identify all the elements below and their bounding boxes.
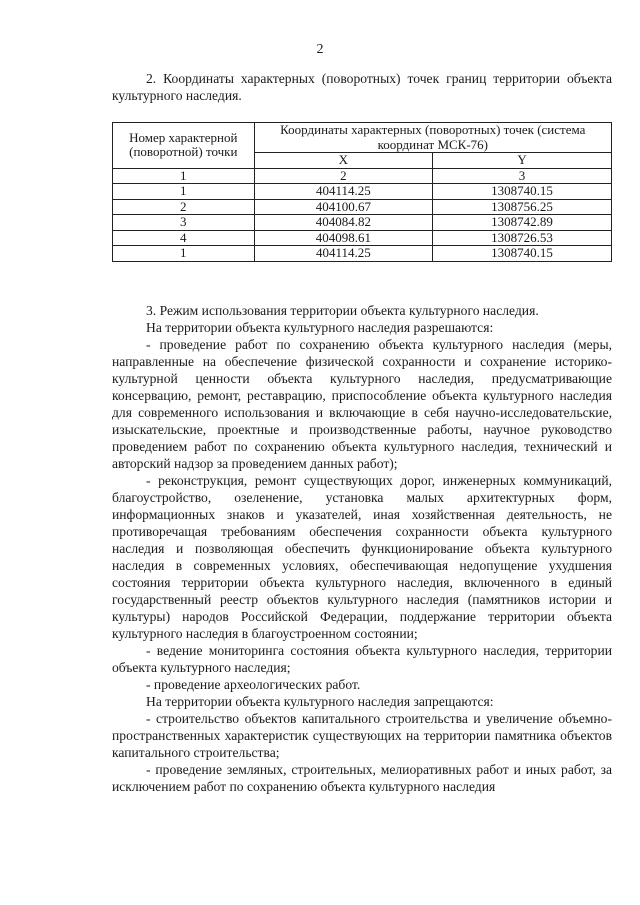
- y-value: 1308756.25: [433, 199, 612, 215]
- section-2: [112, 70, 612, 104]
- table-header-row: [113, 123, 612, 153]
- allowed-item: - проведение археологических работ.: [146, 677, 361, 692]
- section-3-heading: 3. Режим использования территории объекта культурного наследия.: [146, 303, 539, 318]
- header-point-number: Номер характерной (поворотной) точки: [113, 123, 255, 169]
- allowed-item: - проведение работ по сохранению объекта культурного наследия (меры, направленные на обеспечение физической сохранности и сохранение историко-культурной ценности объекта культурного наследия, предусматривающие консервацию, ремонт, реставрацию, приспособление объекта культурного наследия для современного использования и включающие в себя научно-исследовательские, изыскательские, проектные и производственные работы, научное руководство проведением работ по сохранению объекта культурного наследия, технический и авторский надзор за проведением данных работ);: [112, 337, 612, 471]
- page-number: 2: [316, 42, 324, 57]
- table-row: [113, 246, 612, 262]
- y-value: 1308742.89: [433, 215, 612, 231]
- forbidden-item: - проведение земляных, строительных, мелиоративных работ и иных работ, за исключением работ по сохранению объекта культурного наследия: [112, 762, 612, 794]
- x-value: 404114.25: [254, 246, 433, 262]
- allowed-intro: На территории объекта культурного наследия разрешаются:: [146, 320, 494, 335]
- x-value: 404114.25: [254, 184, 433, 200]
- y-value: 1308740.15: [433, 184, 612, 200]
- allowed-item: - реконструкция, ремонт существующих дорог, инженерных коммуникаций, благоустройство, озеленение, установка малых архитектурных форм, информационных знаков и указателей, иная хозяйственная деятельность, не противоречащая требованиям обеспечения сохранности объекта культурного наследия и позволяющая обеспечить функционирование объекта культурного наследия в современных условиях, обеспечивающая недопущение ухудшения состояния территории объекта культурного наследия, включенного в единый государственный реестр объектов культурного наследия (памятников истории и культуры) народов Российской Федерации, поддержание территории объекта культурного наследия в благоустроенном состоянии;: [112, 473, 612, 641]
- x-value: 404098.61: [254, 230, 433, 246]
- section-3: [112, 302, 612, 795]
- column-number: 1: [113, 168, 255, 184]
- y-value: 1308740.15: [433, 246, 612, 262]
- point-number: 4: [113, 230, 255, 246]
- point-number: 2: [113, 199, 255, 215]
- coordinates-table: [112, 122, 612, 262]
- allowed-item: - ведение мониторинга состояния объекта культурного наследия, территории объекта культурного наследия;: [112, 643, 612, 675]
- forbidden-item: - строительство объектов капитального строительства и увеличение объемно-пространственных характеристик существующих на территории памятника объектов капитального строительства;: [112, 711, 612, 760]
- point-number: 1: [113, 184, 255, 200]
- y-value: 1308726.53: [433, 230, 612, 246]
- table-column-number-row: [113, 168, 612, 184]
- point-number: 1: [113, 246, 255, 262]
- table-row: [113, 215, 612, 231]
- header-coordinates: Координаты характерных (поворотных) точек (система координат МСК-76): [254, 123, 611, 153]
- table-row: [113, 184, 612, 200]
- table-row: [113, 230, 612, 246]
- table-row: [113, 199, 612, 215]
- header-y: Y: [433, 153, 612, 169]
- x-value: 404084.82: [254, 215, 433, 231]
- forbidden-intro: На территории объекта культурного наследия запрещаются:: [146, 694, 494, 709]
- column-number: 3: [433, 168, 612, 184]
- x-value: 404100.67: [254, 199, 433, 215]
- column-number: 2: [254, 168, 433, 184]
- header-x: X: [254, 153, 433, 169]
- point-number: 3: [113, 215, 255, 231]
- section-2-heading: 2. Координаты характерных (поворотных) точек границ территории объекта культурного наследия.: [112, 71, 612, 103]
